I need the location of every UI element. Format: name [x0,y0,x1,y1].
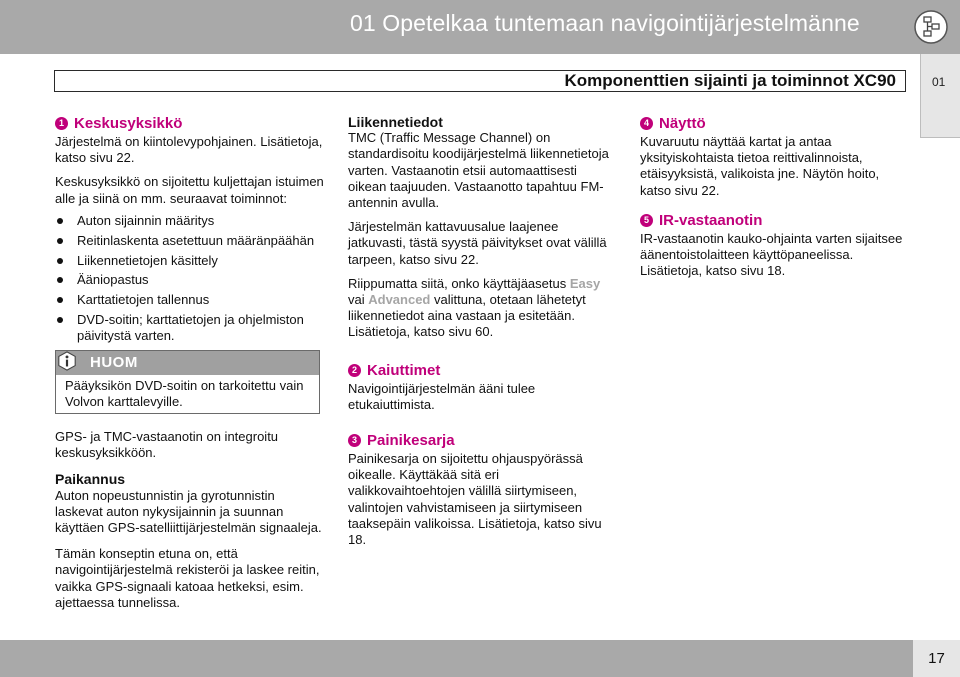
gps-text: GPS- ja TMC-vastaanotin on integroitu keskusyksikköön. [55,429,279,461]
item-3-heading [348,431,618,450]
text-fragment: valittuna, otetaan lähetetyt liikennetiedot aina vastaan ja esitetään. Lisätietoja, katso sivu 60. [348,292,586,340]
item-number-badge: 1 [55,117,68,130]
info-icon [57,351,77,371]
chapter-tab [920,54,960,138]
item-number-badge: 2 [348,364,361,377]
item-1-heading [55,114,325,133]
page-title: 01 Opetelkaa tuntemaan navigointijärjestelmänne [350,10,860,36]
note-text: Pääyksikön DVD-soitin on tarkoitettu vain Volvon karttalevyille. [65,378,304,409]
paikannus-text: Auton nopeustunnistin ja gyrotunnistin laskevat auton nykysijainnin ja suunnan käyttäen GPS-satelliittijärjestelmän signaaleja. [55,487,322,536]
item-5-heading [640,211,910,230]
page-number: 17 [913,640,960,677]
list-item: Auton sijainnin määritys [55,213,325,229]
item-2-text: Navigointijärjestelmän ääni tulee etukaiuttimista. [348,380,536,412]
text-fragment: Riippumatta siitä, onko käyttäjäasetus [348,275,570,291]
section-title: Komponenttien sijainti ja toiminnot XC90 [564,71,896,90]
item-number-badge: 3 [348,434,361,447]
note-label: HUOM [90,354,138,371]
text-fragment: vai [348,292,369,308]
liikennetiedot-text-2: Järjestelmän kattavuusalue laajenee jatkuvasti, tästä syystä päivitykset ovat välillä tarpeen, katso sivu 22. [348,219,607,267]
column-1 [55,114,325,348]
list-item: Reitinlaskenta asetettuun määränpäähän [55,233,325,249]
item-1-title: Keskusyksikkö [74,115,183,132]
item-4-text: Kuvaruutu näyttää kartat ja antaa yksityiskohtaista tietoa reittivalinnoista, etäisyyksistä, valikoista jne. Näytön hoito, katso sivu 22. [640,134,880,198]
column-3 [640,114,910,287]
item-1-text-2: Keskusyksikkö on sijoitettu kuljettajan istuimen alle ja siinä on mm. seuraavat toiminnot: [55,174,324,206]
item-4-heading [640,114,910,133]
navigation-system-icon [913,9,949,45]
item-1-text-1: Järjestelmä on kiintolevypohjainen. Lisätietoja, katso sivu 22. [55,134,323,166]
concept-text: Tämän konseptin etuna on, että navigointijärjestelmä rekisteröi ja laskee reitin, vaikka GPS-signaali katoaa hetkeksi, esim. ajettaessa tunnelissa. [55,546,320,610]
paikannus-heading: Paikannus [55,471,126,488]
header-bar [0,0,960,54]
item-number-badge: 4 [640,117,653,130]
item-3-text: Painikesarja on sijoitettu ohjauspyörässä oikealle. Käyttäkää sitä eri valikkovaihtoehtojen välillä siirtymiseen, valintojen vahvistamiseen ja siirtymiseen taaksepäin valikoissa. Lisätietoja, katso sivu 18. [348,451,602,548]
note-box [55,350,320,414]
item-number-badge: 5 [640,214,653,227]
function-list [55,213,325,345]
liikennetiedot-text-3 [348,276,618,341]
footer-bar [0,640,960,677]
item-2-title: Kaiuttimet [367,361,441,379]
liikennetiedot-heading: Liikennetiedot [348,114,443,130]
item-5-title: IR-vastaanotin [659,211,763,229]
item-2-heading [348,361,618,380]
column-2 [348,114,618,556]
list-item: Liikennetietojen käsittely [55,253,325,269]
note-header [56,351,319,375]
item-3-title: Painikesarja [367,432,455,450]
chapter-tab-number: 01 [932,75,946,89]
liikennetiedot-text-1: TMC (Traffic Message Channel) on standardisoitu koodijärjestelmä liikennetietoja varten. Vastaanotin etsii automaattisesti oikean taajuuden. Vastaanotto tapahtuu FM-antennin avulla. [348,130,609,211]
advanced-setting: Advanced [368,292,431,308]
easy-setting: Easy [569,275,601,291]
list-item: Ääniopastus [55,272,325,288]
list-item: DVD-soitin; karttatietojen ja ohjelmiston päivitystä varten. [55,312,325,344]
column-1-lower [55,429,325,621]
list-item: Karttatietojen tallennus [55,292,325,308]
item-4-title: Näyttö [659,115,706,132]
item-5-text: IR-vastaanotin kauko-ohjainta varten sijaitsee äänentoistolaitteen käyttöpaneelissa. Lisätietoja, katso sivu 18. [640,230,903,279]
